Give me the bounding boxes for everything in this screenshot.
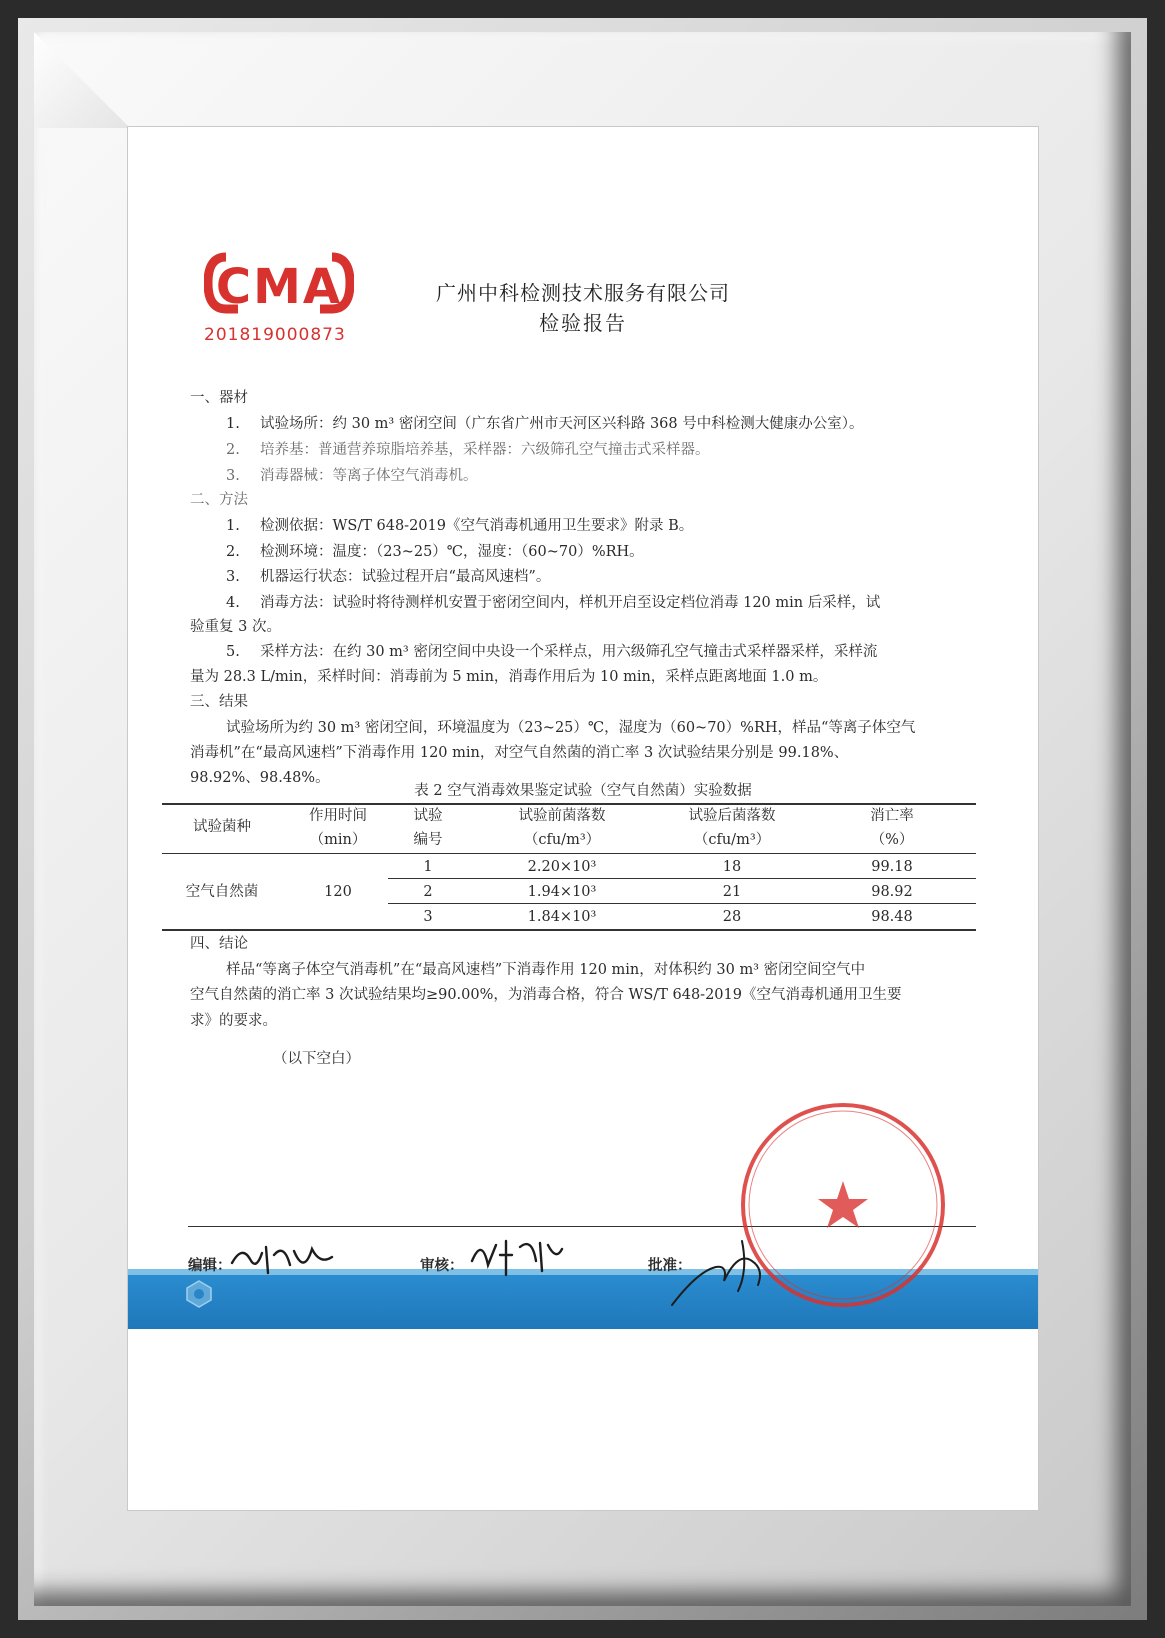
s2-item3-num: 3.	[226, 569, 240, 585]
section4-heading: 四、结论	[190, 936, 248, 952]
s2-item2-text: 检测环境：温度：（23~25）℃，湿度：（60~70）%RH。	[260, 544, 644, 560]
s3-line1: 试验场所为约 30 m³ 密闭空间，环境温度为（23~25）℃，湿度为（60~70）%RH，样品“等离子体空气	[226, 720, 916, 736]
company-name: 广州中科检测技术服务有限公司	[436, 281, 730, 305]
s4-line1: 样品“等离子体空气消毒机”在“最高风速档”下消毒作用 120 min，对体积约 30 m³ 密闭空间空气中	[226, 962, 866, 978]
s2-item5-num: 5.	[226, 644, 240, 660]
s2-item4-cont: 验重复 3 次。	[190, 619, 281, 635]
report-page	[128, 127, 1038, 1510]
table-bottom-rule	[162, 929, 976, 931]
s1-item3-num: 3.	[226, 468, 240, 484]
s1-item2-text: 培养基：普通营养琼脂培养基，采样器：六级筛孔空气撞击式采样器。	[260, 442, 710, 458]
s2-item2-num: 2.	[226, 544, 240, 560]
s2-item4-text: 消毒方法：试验时将待测样机安置于密闭空间内，样机开启至设定档位消毒 120 min 后采样，试	[260, 595, 881, 611]
s3-line3: 98.92%、98.48%。	[190, 770, 330, 786]
s2-item5-cont: 量为 28.3 L/min，采样时间：消毒前为 5 min，消毒作用后为 10 min，采样点距离地面 1.0 m。	[190, 669, 828, 685]
td-no: 1	[423, 859, 433, 875]
editor-signature	[228, 1235, 338, 1281]
s2-item1-num: 1.	[226, 518, 240, 534]
cma-number: 201819000873	[204, 325, 346, 345]
section2-heading: 二、方法	[190, 492, 248, 508]
table-row-rule	[388, 878, 976, 879]
th-rate: 消亡率	[870, 808, 914, 824]
td-species: 空气自然菌	[185, 884, 259, 900]
td-rate: 98.92	[871, 884, 913, 900]
s4-line3: 求》的要求。	[190, 1013, 277, 1029]
th-before: 试验前菌落数	[518, 808, 606, 824]
th-before-unit: （cfu/m³）	[523, 832, 601, 848]
th-time-unit: （min）	[309, 832, 367, 848]
s2-item5-text: 采样方法：在约 30 m³ 密闭空间中央设一个采样点，用六级筛孔空气撞击式采样器采样，采样流	[260, 644, 878, 660]
td-before: 1.84×10³	[527, 909, 597, 925]
seal-star-icon	[818, 1181, 868, 1228]
reviewer-label: 审核：	[420, 1258, 464, 1274]
s2-item3-text: 机器运行状态：试验过程开启“最高风速档”。	[260, 569, 551, 585]
s1-item1-num: 1.	[226, 416, 240, 432]
td-no: 3	[423, 909, 433, 925]
s1-item3-text: 消毒器械：等离子体空气消毒机。	[260, 468, 478, 484]
th-after: 试验后菌落数	[688, 808, 776, 824]
th-species: 试验菌种	[193, 819, 251, 835]
table-top-rule	[162, 803, 976, 805]
section1-heading: 一、器材	[190, 390, 248, 406]
td-rate: 99.18	[871, 859, 913, 875]
report-title: 检验报告	[539, 311, 627, 335]
td-before: 2.20×10³	[527, 859, 597, 875]
th-no: 试验	[413, 808, 443, 824]
td-rate: 98.48	[871, 909, 913, 925]
s1-item2-num: 2.	[226, 442, 240, 458]
td-before: 1.94×10³	[527, 884, 597, 900]
section3-heading: 三、结果	[190, 694, 248, 710]
table-caption: 表 2 空气消毒效果鉴定试验（空气自然菌）实验数据	[414, 783, 752, 799]
td-after: 21	[722, 884, 742, 900]
s3-line2: 消毒机”在“最高风速档”下消毒作用 120 min，对空气自然菌的消亡率 3 次试验结果分别是 99.18%、	[190, 745, 849, 761]
s2-item4-num: 4.	[226, 595, 240, 611]
approver-label: 批准：	[648, 1258, 692, 1274]
th-after-unit: （cfu/m³）	[693, 832, 771, 848]
results-table	[162, 803, 976, 931]
reviewer-signature	[466, 1231, 566, 1281]
td-after: 18	[722, 859, 742, 875]
official-seal	[733, 1095, 953, 1315]
td-time: 120	[324, 884, 352, 900]
editor-label: 编辑：	[188, 1258, 232, 1274]
blank-note: （以下空白）	[273, 1051, 360, 1067]
td-no: 2	[423, 884, 433, 900]
td-after: 28	[722, 909, 742, 925]
cma-logo-text: CMA	[215, 259, 343, 315]
hex-bolt-icon	[184, 1279, 214, 1309]
s2-item1-text: 检测依据：WS/T 648-2019《空气消毒机通用卫生要求》附录 B。	[260, 518, 694, 534]
th-time: 作用时间	[309, 808, 367, 824]
table-header-rule	[162, 853, 976, 854]
th-rate-unit: （%）	[870, 832, 914, 848]
table-row-rule	[388, 903, 976, 904]
s1-item1-text: 试验场所：约 30 m³ 密闭空间（广东省广州市天河区兴科路 368 号中科检测大健康办公室）。	[260, 416, 864, 432]
s4-line2: 空气自然菌的消亡率 3 次试验结果均≥90.00%，为消毒合格，符合 WS/T 648-2019《空气消毒机通用卫生要	[190, 987, 902, 1003]
th-no-2: 编号	[413, 832, 443, 848]
